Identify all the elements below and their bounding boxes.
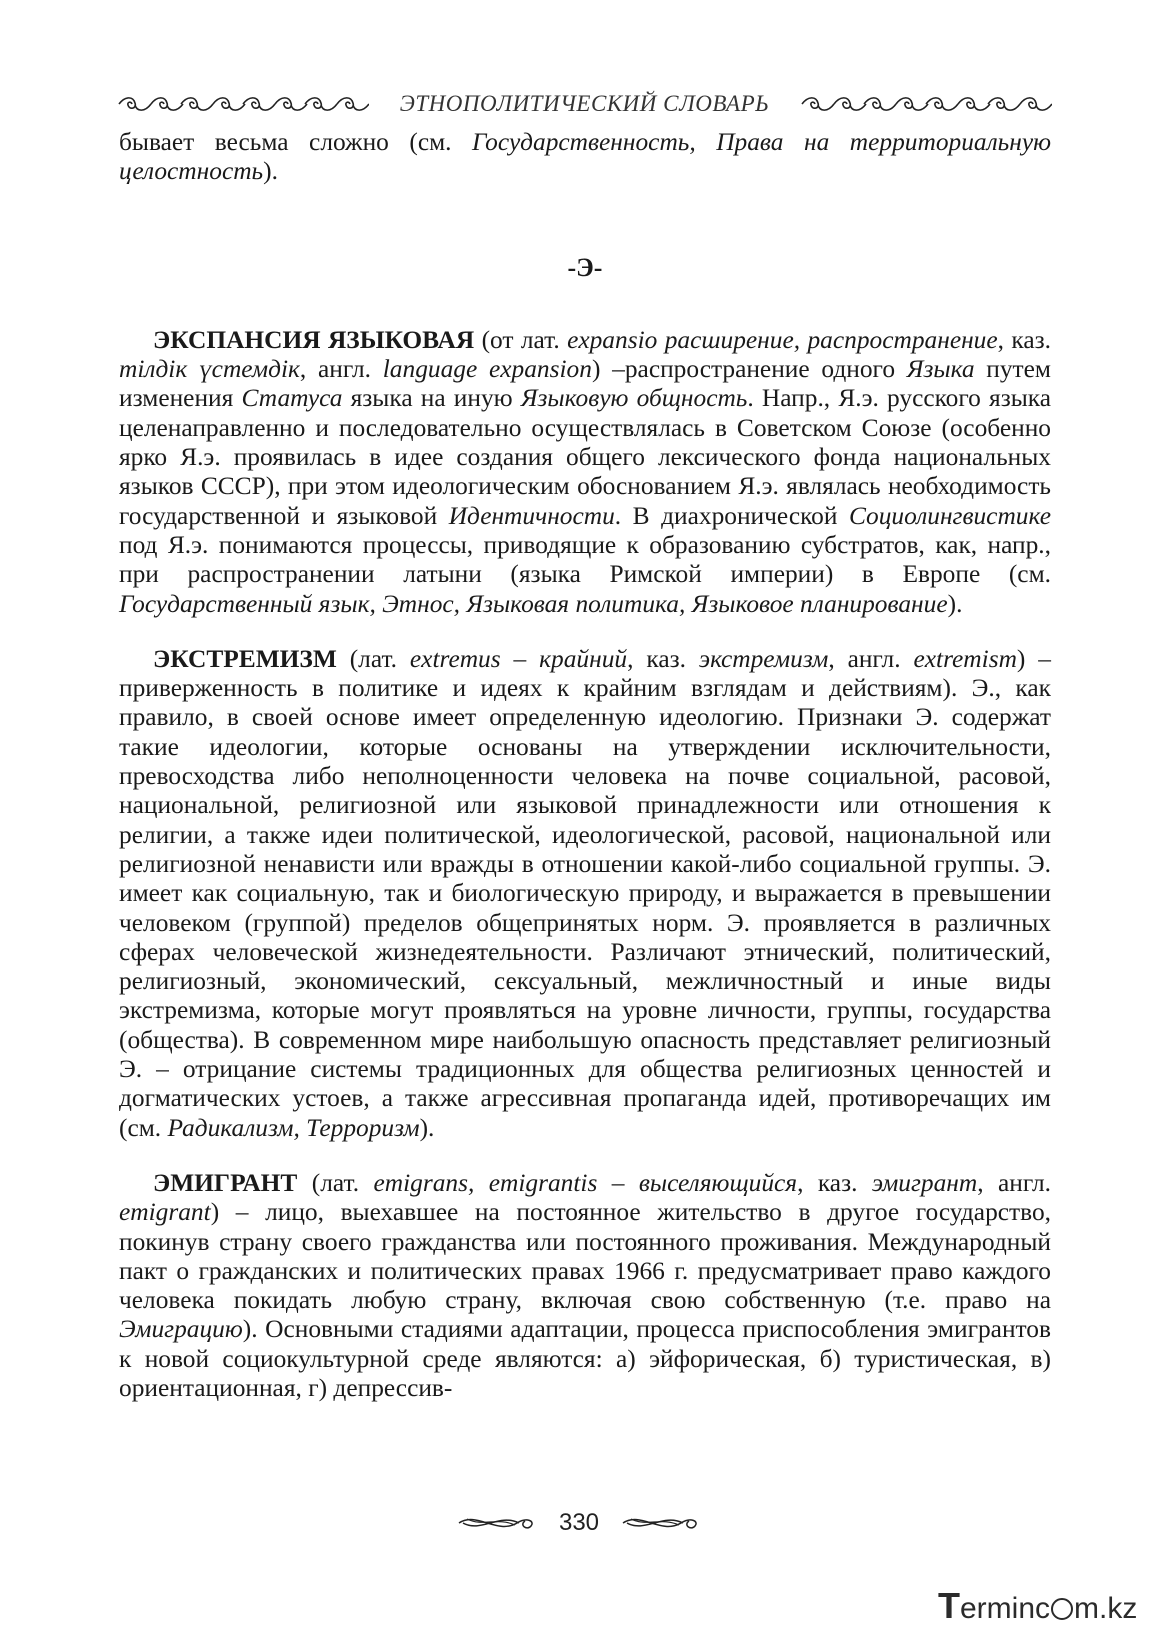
body-text: , англ. <box>299 355 383 384</box>
body-text: под Я.э. понимаются процессы, приводящие к образованию субстратов, как, напр., при распространении латыни (языка Римской империи) в Европе (см. <box>119 530 1051 589</box>
italic-text: эмигрант <box>871 1168 978 1197</box>
continued-text <box>119 128 1051 187</box>
body-text: путем изменения <box>119 355 1051 413</box>
body-text: ). <box>419 1113 435 1142</box>
body-text: , каз. <box>797 1168 872 1197</box>
body-text: (от лат. <box>474 325 568 354</box>
dictionary-entry <box>119 326 1051 619</box>
italic-text: emigrant <box>119 1198 211 1227</box>
ornament-left-icon <box>117 94 369 114</box>
entry-term: ЭКСТРЕМИЗМ <box>153 644 337 673</box>
letter-heading: -Э- <box>567 252 603 282</box>
body-text: ). Основными стадиями адаптации, процесса приспособления эмигрантов к новой социокультурной среде являются: а) эйфорическая, б) туристическая, в) ориентационная, г) депрессив- <box>119 1315 1051 1402</box>
italic-text: Языка <box>906 355 975 384</box>
body-text: . Напр., Я.э. русского языка целенаправленно и последовательно осуществлялась в Советском Союзе (особенно ярко Я.э. проявилась в идее создания общего лексического фонда национальных языков СССР), при этом идеологическим обоснованием Я.э. являлась необходимость государственной и языковой <box>119 384 1052 530</box>
italic-text: extremism <box>913 644 1017 673</box>
dictionary-entry <box>119 1169 1051 1403</box>
body-text: ). <box>263 157 278 186</box>
italic-text: expansio расширение, распространение <box>567 325 998 354</box>
running-head-title: ЭТНОПОЛИТИЧЕСКИЙ СЛОВАРЬ <box>399 91 770 116</box>
body-text: , каз. <box>997 325 1051 354</box>
entry-term: ЭКСПАНСИЯ ЯЗЫКОВАЯ <box>153 325 475 354</box>
body-text: , англ. <box>977 1168 1051 1197</box>
page-number: 330 <box>558 1509 600 1536</box>
body-text: ). <box>947 589 963 618</box>
dictionary-entry <box>119 645 1051 1143</box>
italic-text: Эмиграцию <box>119 1315 243 1344</box>
running-head <box>117 84 1052 124</box>
body-text: . В диахронической <box>614 501 849 530</box>
body-text: языка на иную <box>342 384 521 413</box>
body-text: (лат. <box>297 1168 374 1197</box>
italic-text: emigrans, emigrantis – выселяющийся <box>373 1168 798 1197</box>
page-footer <box>0 1505 1158 1541</box>
watermark-logo: Terminc m.kz <box>938 1585 1138 1626</box>
body-text: , англ. <box>828 644 914 673</box>
italic-text: экстремизм <box>698 644 829 673</box>
ornament-footer-left-icon <box>457 1511 537 1535</box>
italic-text: Языковую общность <box>520 384 748 413</box>
italic-text: тілдік үстемдік <box>119 355 300 384</box>
dictionary-entries <box>119 326 1051 1403</box>
body-text: , каз. <box>627 644 699 673</box>
body-text: бывает весьма сложно (см. <box>119 128 473 156</box>
ornament-right-icon <box>800 94 1052 114</box>
italic-text: Социолингвистике <box>848 501 1051 530</box>
italic-text: Государственный язык, Этнос, Языковая политика, Языковое планирование <box>119 589 948 618</box>
italic-text: Радикализм, Терроризм <box>167 1113 420 1142</box>
italic-text: extremus – крайний <box>409 644 628 673</box>
body-text: ) – приверженность в политике и идеях к крайним взглядам и действиям). Э., как правило, в своей основе имеет определенную идеологию. Признаки Э. содержат такие идеологии, которые основаны на утверждении исключительности, превосходства либо неполноценности человека на почве социальной, расовой, национальной, религиозной или языковой принадлежности или отношения к религии, а также идеи политической, идеологической, расовой, национальной или религиозной ненависти или вражды в отношении какой-либо социальной группы. Э. имеет как социальную, так и биологическую природу, и выражается в превышении человеком (группой) пределов общепринятых норм. Э. проявляется в различных сферах человеческой жизнедеятельности. Различают этнический, политический, религиозный, экономический, сексуальный, межличностный и иные виды экстремизма, которые могут проявляться на уровне личности, группы, государства (общества). В современном мире наибольшую опасность представляет религиозный Э. – отрицание системы традиционных для общества религиозных ценностей и догматических устоев, а также агрессивная пропаганда идей, противоречащих им (см. <box>119 644 1051 1142</box>
italic-text: language expansion <box>382 355 592 384</box>
ornament-footer-right-icon <box>621 1511 701 1535</box>
italic-text: Идентичности <box>448 501 615 530</box>
italic-text: Статуса <box>241 384 343 413</box>
italic-text: Государственность, Права на территориальную целостность <box>119 128 1051 186</box>
body-text: ) – лицо, выехавшее на постоянное жительство в другое государство, покинув страну своего гражданства или постоянного проживания. Международный пакт о гражданских и политических правах 1966 г. предусматривает право каждого человека покидать любую страну, включая свою собственную (т.е. право на <box>119 1198 1051 1315</box>
body-text: (лат. <box>336 644 410 673</box>
entry-term: ЭМИГРАНТ <box>153 1168 298 1197</box>
body-text: ) –распространение одного <box>591 355 907 384</box>
page-body <box>119 128 1051 1429</box>
